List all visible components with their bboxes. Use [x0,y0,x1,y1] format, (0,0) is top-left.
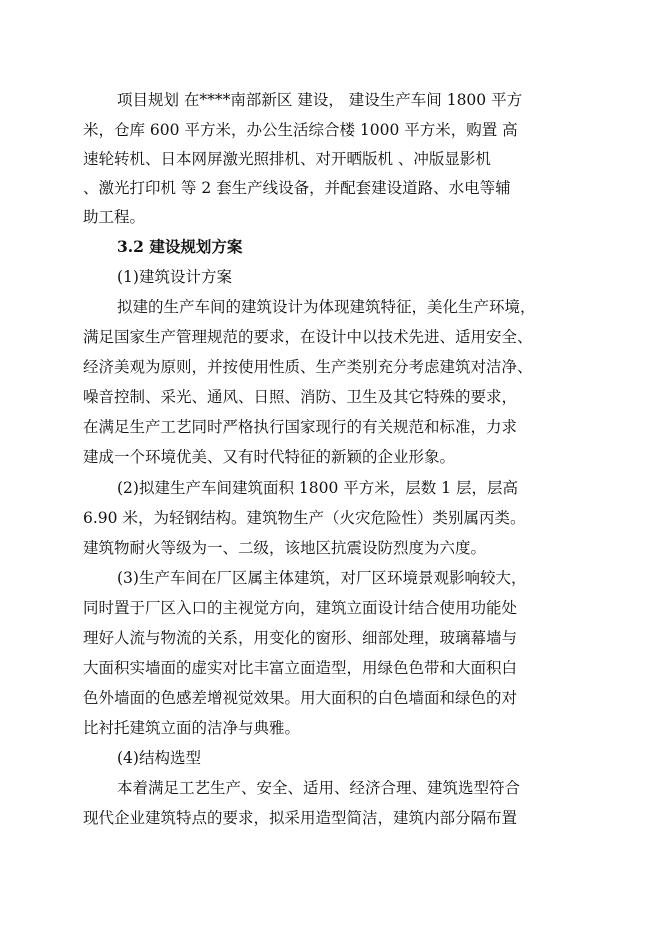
sub2-line: 6.90 米，为轻钢结构。建筑物生产（火灾危险性）类别属丙类。 [83,509,526,527]
sub3-line: 同时置于厂区入口的主视觉方向，建筑立面设计结合使用功能处 [83,599,518,617]
sub4-line: 现代企业建筑特点的要求，拟采用造型简洁，建筑内部分隔布置 [83,809,518,827]
sub2-line: (2)拟建生产车间建筑面积 1800 平方米，层数 1 层，层高 [117,479,518,497]
intro-line: 米，仓库 600 平方米，办公生活综合楼 1000 平方米，购置 高 [83,121,518,139]
sub2-line: 建筑物耐火等级为一、二级，该地区抗震设防烈度为六度。 [83,539,487,557]
sub4-heading: (4)结构选型 [117,749,201,767]
sub1-line: 噪音控制、采光、通风、日照、消防、卫生及其它特殊的要求， [83,388,518,406]
intro-line: 、激光打印机 等 2 套生产线设备，并配套建设道路、水电等辅 [83,179,511,197]
sub1-line: 满足国家生产管理规范的要求，在设计中以技术先进、适用安全、 [83,328,533,346]
sub3-line: 比衬托建筑立面的洁净与典雅。 [83,719,301,737]
section-heading: 3.2 建设规划方案 [117,237,243,256]
sub4-line: 本着满足工艺生产、安全、适用、经济合理、建筑选型符合 [117,779,521,797]
sub3-line: 理好人流与物流的关系，用变化的窗形、细部处理，玻璃幕墙与 [83,629,518,647]
sub1-line: 拟建的生产车间的建筑设计为体现建筑特征，美化生产环境， [117,298,536,316]
sub3-line: 大面积实墙面的虚实对比丰富立面造型，用绿色色带和大面积白 [83,659,518,677]
sub3-line: (3)生产车间在厂区属主体建筑，对厂区环境景观影响较大， [117,569,527,587]
sub1-heading: (1)建筑设计方案 [117,268,232,286]
sub1-line: 建成一个环境优美、又有时代特征的新颖的企业形象。 [83,448,456,466]
sub3-line: 色外墙面的色感差增视觉效果。用大面积的白色墙面和绿色的对 [83,689,518,707]
intro-line: 速轮转机、日本网屏激光照排机、对开晒版机 、冲版显影机 [83,150,491,168]
sub1-line: 在满足生产工艺同时严格执行国家现行的有关规范和标准，力求 [83,418,518,436]
sub1-line: 经济美观为原则，并按使用性质、生产类别充分考虑建筑对洁净、 [83,358,533,376]
intro-line: 项目规划 在****南部新区 建设， 建设生产车间 1800 平方 [117,91,523,109]
intro-line: 助工程。 [83,208,146,226]
